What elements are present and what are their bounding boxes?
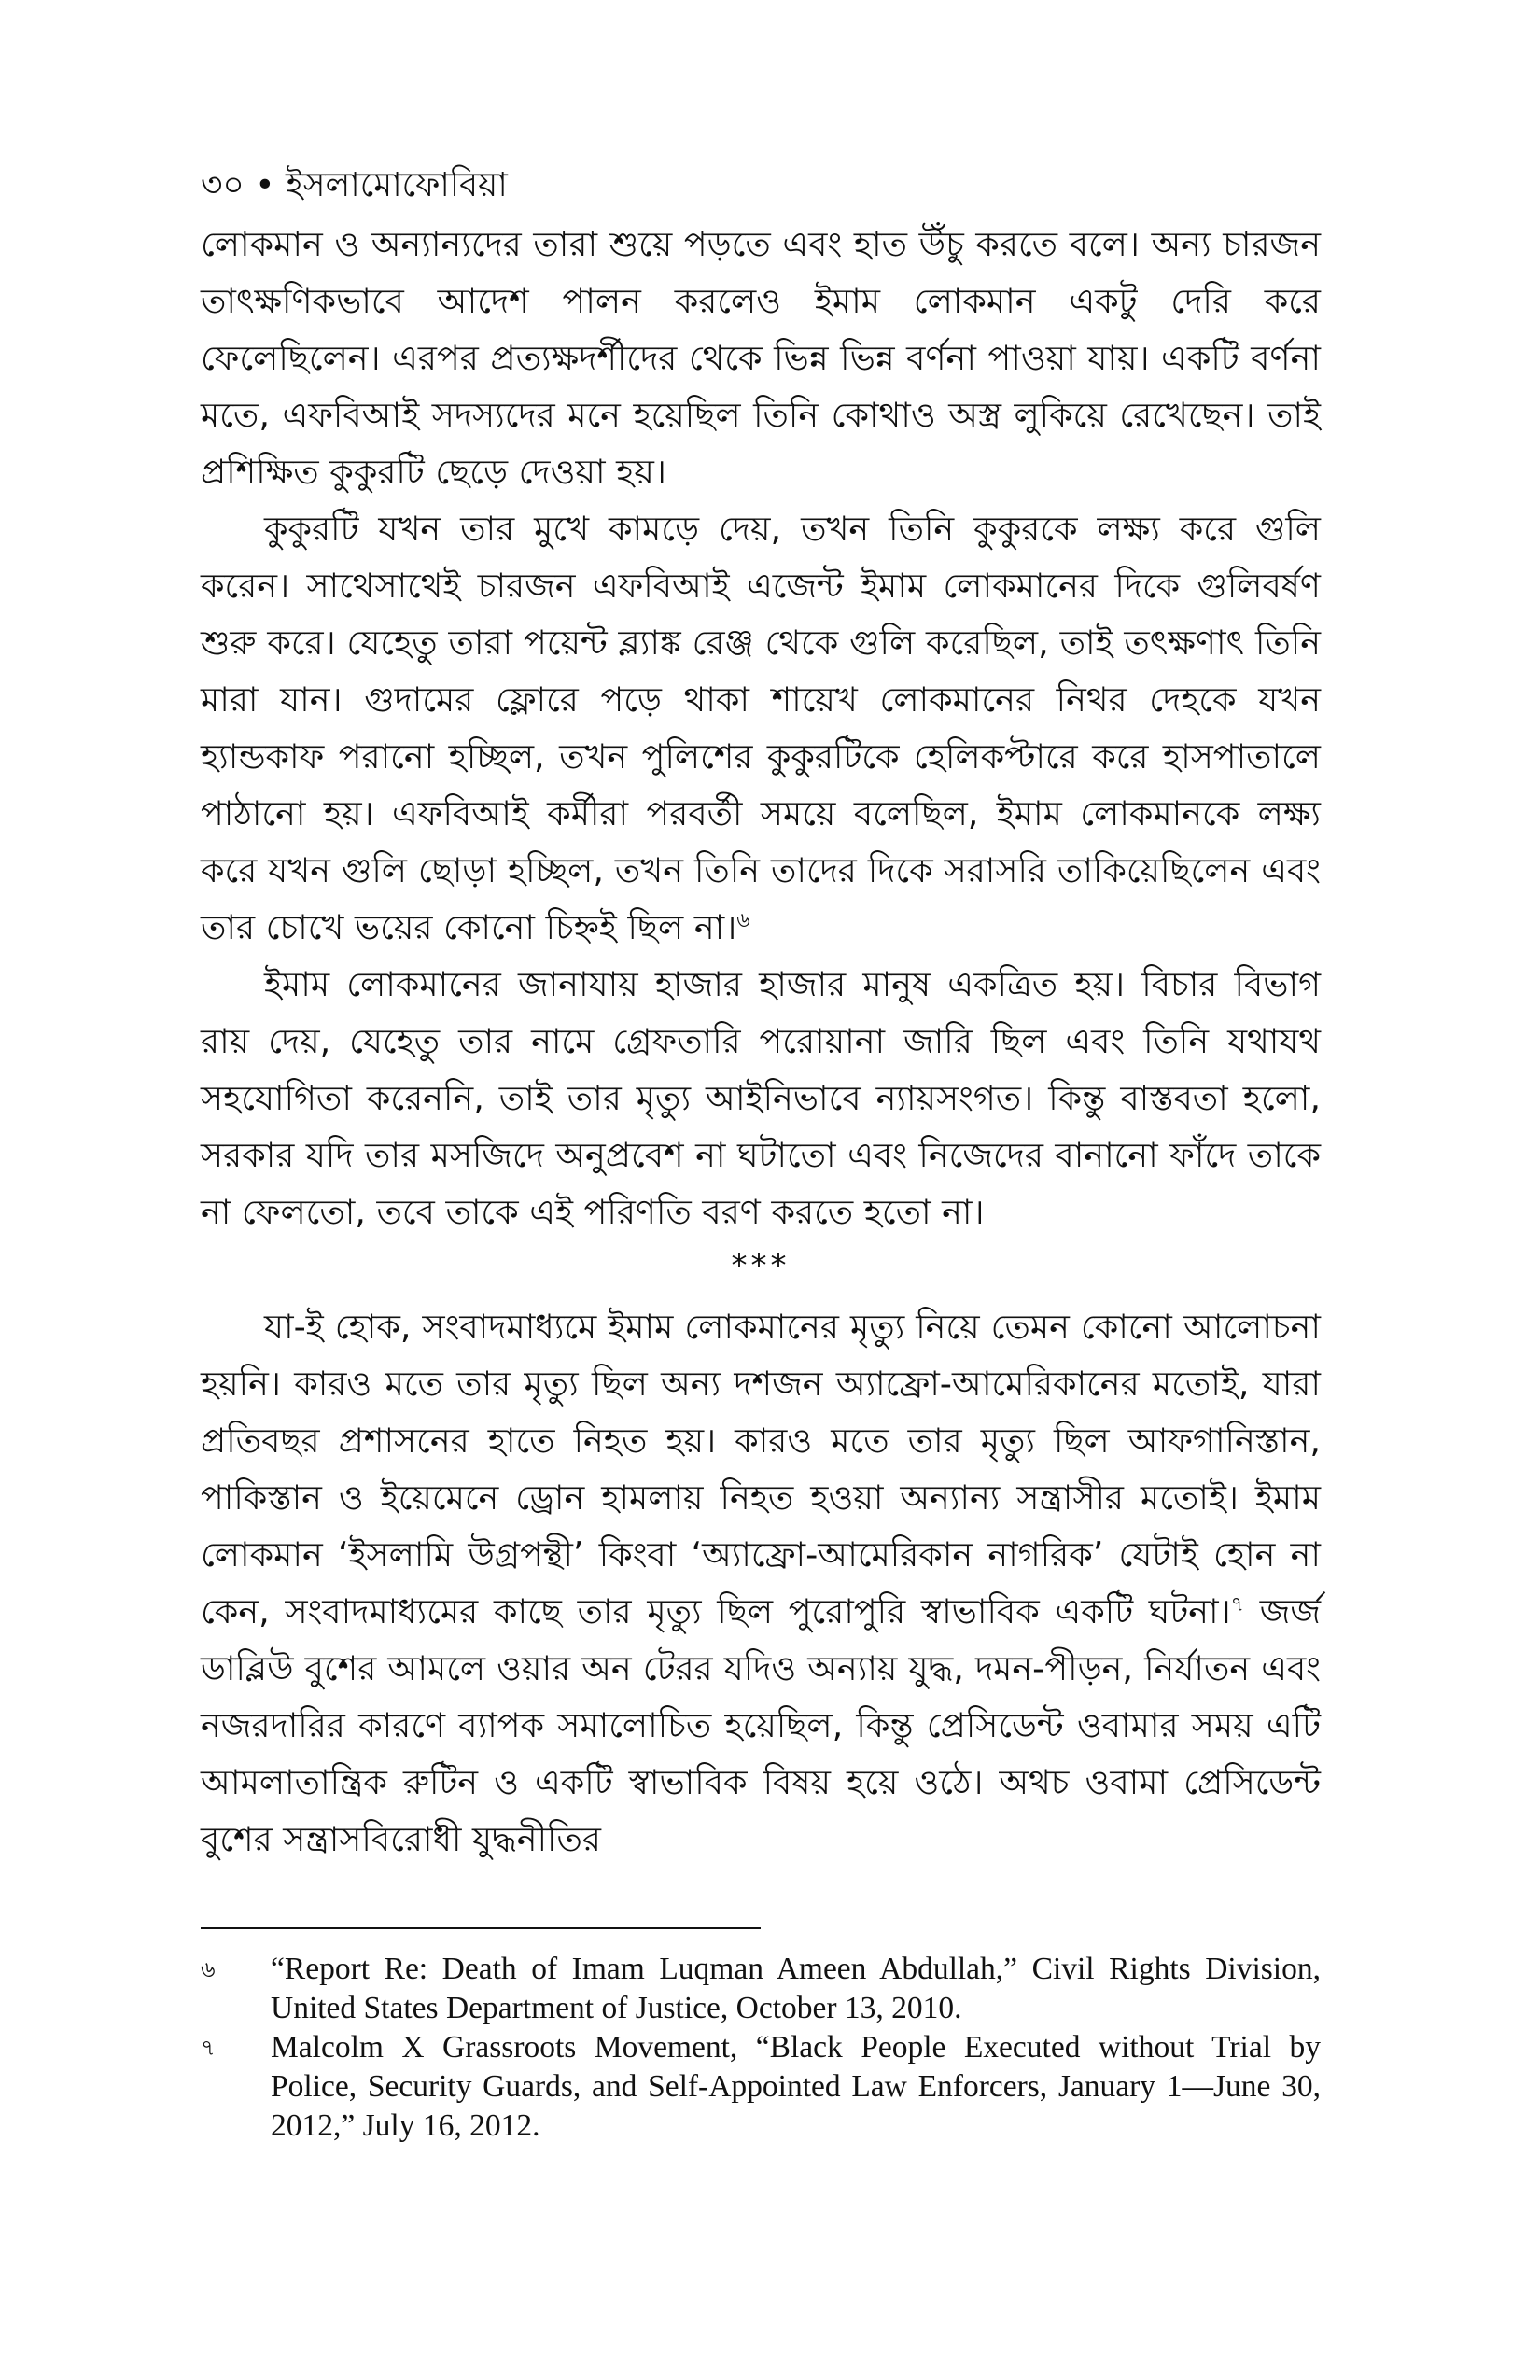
footnote-ref-6[interactable]: ৬ xyxy=(736,908,750,932)
book-title: ইসলামোফোবিয়া xyxy=(285,166,508,204)
paragraph-3: ইমাম লোকমানের জানাযায় হাজার হাজার মানুষ একত্রিত হয়। বিচার বিভাগ রায় দেয়, যেহেতু তার নামে গ্রেফতারি পরোয়ানা জারি ছিল এবং তিনি যথাযথ সহযোগিতা করেননি, তাই তার মৃত্যু আইনিভাবে ন্যায়সংগত। কিন্তু বাস্তবতা হলো, সরকার যদি তার মসজিদে অনুপ্রবেশ না ঘটাতো এবং নিজেদের বানানো ফাঁদে তাকে না ফেলতো, তবে তাকে এই পরিণতি বরণ করতে হতো না। xyxy=(201,964,1321,1232)
footnote-divider xyxy=(201,1927,761,1929)
body-text xyxy=(201,216,1321,1868)
footnote-number: ৬ xyxy=(201,1956,216,1982)
footnote-number: ৭ xyxy=(201,2035,216,2061)
page-number: ৩০ xyxy=(201,166,245,204)
paragraph-2-text: কুকুরটি যখন তার মুখে কামড়ে দেয়, তখন তিনি কুকুরকে লক্ষ্য করে গুলি করেন। সাথেসাথেই চারজন এফবিআই এজেন্ট ইমাম লোকমানের দিকে গুলিবর্ষণ শুরু করে। যেহেতু তারা পয়েন্ট ব্ল্যাঙ্ক রেঞ্জ থেকে গুলি করেছিল, তাই তৎক্ষণাৎ তিনি মারা যান। গুদামের ফ্লোরে পড়ে থাকা শায়েখ লোকমানের নিথর দেহকে যখন হ্যান্ডকাফ পরানো হচ্ছিল, তখন পুলিশের কুকুরটিকে হেলিকপ্টারে করে হাসপাতালে পাঠানো হয়। এফবিআই কর্মীরা পরবর্তী সময়ে বলেছিল, ইমাম লোকমানকে লক্ষ্য করে যখন গুলি ছোড়া হচ্ছিল, তখন তিনি তাদের দিকে সরাসরি তাকিয়েছিলেন এবং তার চোখে ভয়ের কোনো চিহ্নই ছিল না। xyxy=(201,509,1321,947)
footnotes xyxy=(201,1950,1321,2146)
paragraph-1: লোকমান ও অন্যান্যদের তারা শুয়ে পড়তে এবং হাত উঁচু করতে বলে। অন্য চারজন তাৎক্ষণিকভাবে আদেশ পালন করলেও ইমাম লোকমান একটু দেরি করে ফেলেছিলেন। এরপর প্রত্যক্ষদর্শীদের থেকে ভিন্ন ভিন্ন বর্ণনা পাওয়া যায়। একটি বর্ণনা মতে, এফবিআই সদস্যদের মনে হয়েছিল তিনি কোথাও অস্ত্র লুকিয়ে রেখেছেন। তাই প্রশিক্ষিত কুকুরটি ছেড়ে দেওয়া হয়। xyxy=(201,224,1321,492)
running-header xyxy=(201,163,1321,208)
section-break-stars: *** xyxy=(731,1247,791,1284)
header-separator: • xyxy=(255,166,275,204)
footnote-7 xyxy=(201,2028,1321,2146)
paragraph-4-continuation: জর্জ ডাব্লিউ বুশের আমলে ওয়ার অন টেরর যদিও অন্যায় যুদ্ধ, দমন-পীড়ন, নির্যাতন এবং নজরদারির কারণে ব্যাপক সমালোচিত হয়েছিল, কিন্তু প্রেসিডেন্ট ওবামার সময় এটি আমলাতান্ত্রিক রুটিন ও একটি স্বাভাবিক বিষয় হয়ে ওঠে। অথচ ওবামা প্রেসিডেন্ট বুশের সন্ত্রাসবিরোধী যুদ্ধনীতির xyxy=(201,1591,1321,1859)
footnote-text: Malcolm X Grassroots Movement, “Black People Executed without Trial by Police, Security Guards, and Self-Appointed Law Enforcers, January 1—June 30, 2012,” July 16, 2012. xyxy=(271,2030,1321,2143)
paragraph-4 xyxy=(201,1298,1321,1868)
footnote-ref-7[interactable]: ৭ xyxy=(1230,1592,1244,1617)
footnote-6 xyxy=(201,1950,1321,2028)
footnote-text: “Report Re: Death of Imam Luqman Ameen Abdullah,” Civil Rights Division, United States Department of Justice, October 13, 2010. xyxy=(271,1952,1321,2025)
paragraph-4-text: যা-ই হোক, সংবাদমাধ্যমে ইমাম লোকমানের মৃত্যু নিয়ে তেমন কোনো আলোচনা হয়নি। কারও মতে তার মৃত্যু ছিল অন্য দশজন অ্যাফ্রো-আমেরিকানের মতোই, যারা প্রতিবছর প্রশাসনের হাতে নিহত হয়। কারও মতে তার মৃত্যু ছিল আফগানিস্তান, পাকিস্তান ও ইয়েমেনে ড্রোন হামলায় নিহত হওয়া অন্যান্য সন্ত্রাসীর মতোই। ইমাম লোকমান ‘ইসলামি উগ্রপন্থী’ কিংবা ‘অ্যাফ্রো-আমেরিকান নাগরিক’ যেটাই হোন না কেন, সংবাদমাধ্যমের কাছে তার মৃত্যু ছিল পুরোপুরি স্বাভাবিক একটি ঘটনা। xyxy=(201,1307,1321,1631)
book-page xyxy=(201,163,1321,2146)
paragraph-2 xyxy=(201,500,1321,956)
